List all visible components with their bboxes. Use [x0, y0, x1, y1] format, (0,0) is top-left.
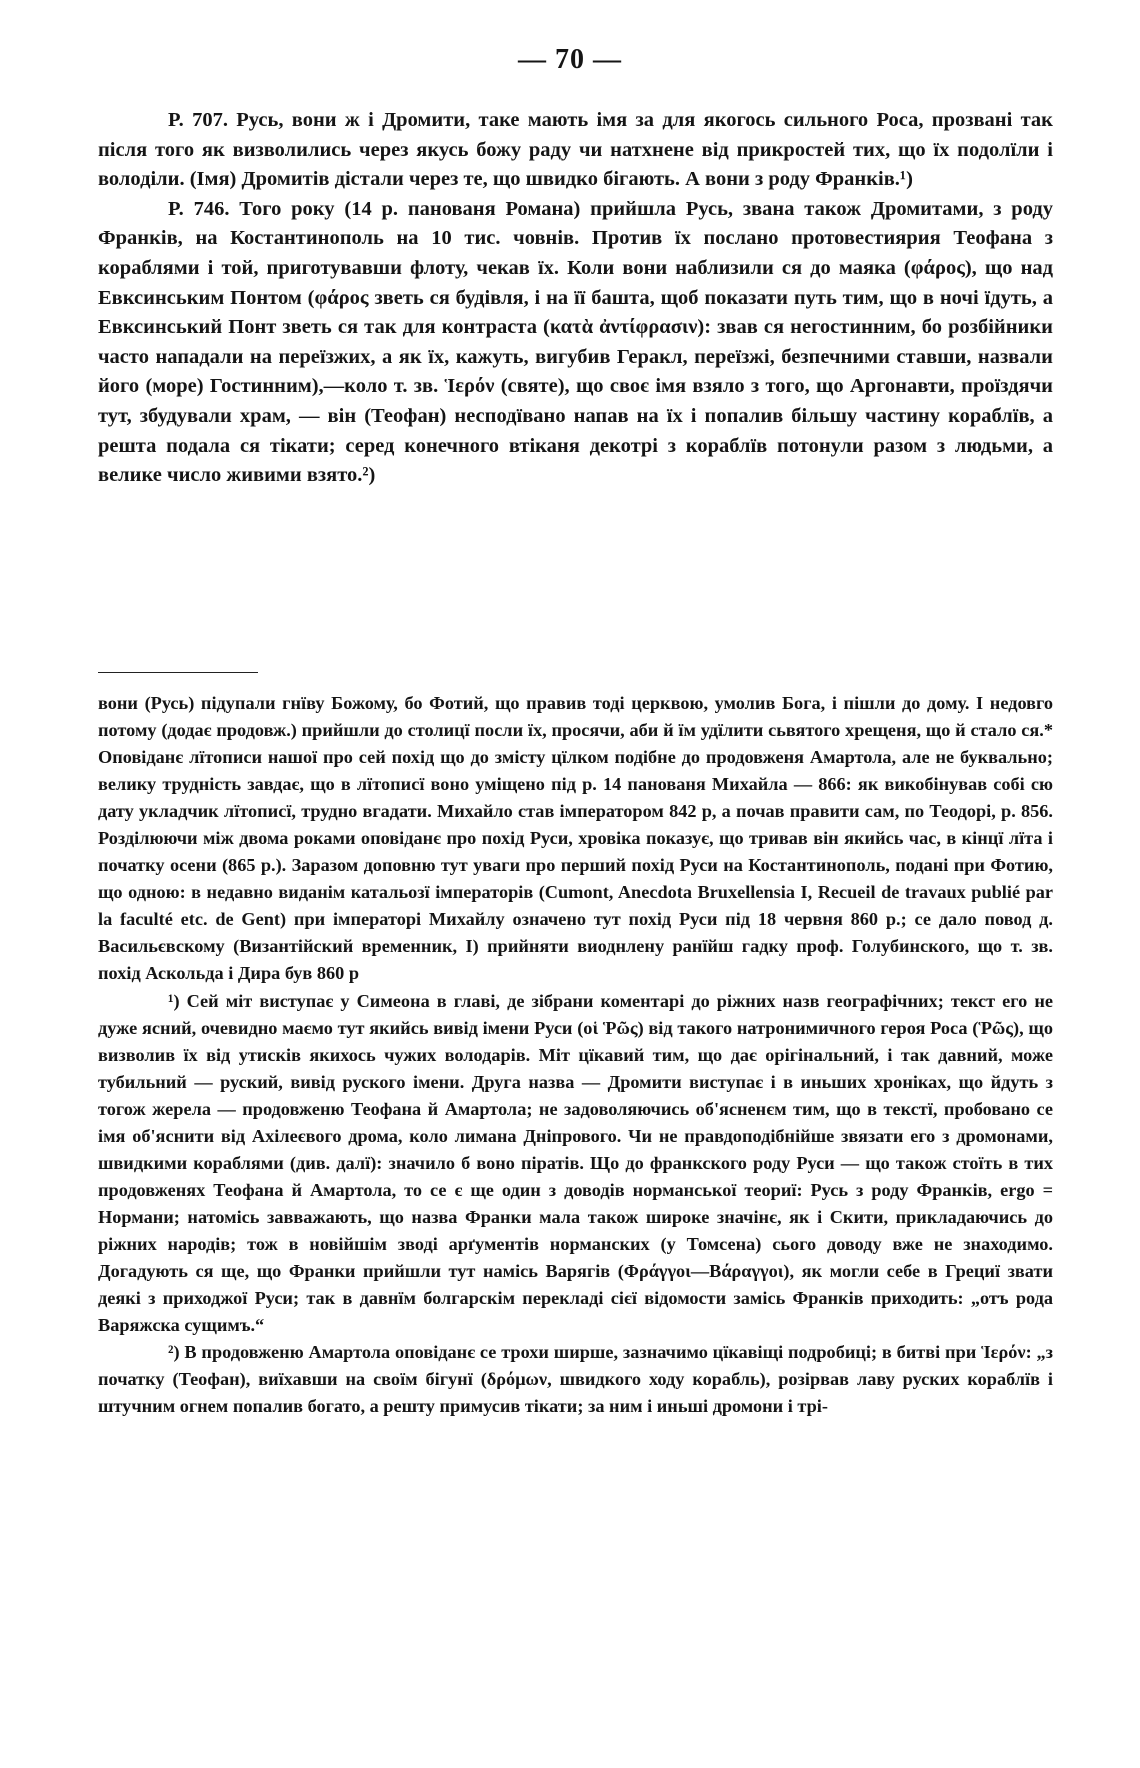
footnotes	[98, 690, 1053, 1420]
paragraph: P. 746. Того року (14 р. панованя Романа) прийшла Русь, звана також Дромитами, з роду Франків, на Костантинополь на 10 тис. човнів. Против їх послано протовестиярия Теофана з кораблями і той, приготувавши флоту, чекав їх. Коли вони наблизили ся до маяка (φάρος), що над Евксинським Понтом (φάρος зветь ся будівля, і на її башта, щоб показати путь тим, що в ночі їдуть, а Евксинський Понт зветь ся так для контраста (κατὰ ἀντίφρασιν): звав ся негостинним, бо розбійники часто нападали на переїзжих, а як їх, кажуть, вигубив Геракл, переїзжі, безпечними ставши, назвали його (море) Гостинним),—коло т. зв. Ἱερόν (святе), що своє імя взяло з того, що Аргонавти, проїздячи тут, збудували храм, — він (Теофан) несподївано напав на їх і попалив більшу частину кораблїв, а решта подала ся тікати; серед конечного втіканя декотрі з кораблїв потонули разом з людьми, а велике число живими взято.²)	[98, 197, 1053, 487]
main-text	[98, 106, 1053, 491]
paragraph: P. 707. Русь, вони ж і Дромити, таке мають імя за для якогось сильного Роса, прозвані так після того як визволились через якусь божу раду чи натхнене від прикростей тих, що їх подолїли і володіли. (Імя) Дромитів дістали через те, що швидко бігають. А вони з роду Франків.¹)	[98, 109, 1053, 191]
footnote-continuation: вони (Русь) підупали гнїву Божому, бо Фотий, що правив тоді церквою, умолив Бога, і пішли до дому. І недовго потому (додає продовж.) прийшли до столицї посли їх, просячи, аби й їм удїлити сьвятого хрещеня, що й стало ся.* Оповіданє лїтописи нашої про сей похід що до змісту цїлком подібне до продовженя Амартола, але не буквально; велику трудність завдає, що в лїтописї воно уміщено під р. 14 панованя Михайла — 866: як викобінував собі сю дату укладчик лїтописї, трудно вгадати. Михайло став імператором 842 р, а почав правити сам, по Теодорі, р. 856. Розділюючи між двома роками оповіданє про похід Руси, хровіка показує, що тривав він якийсь час, в кінцї лїта і початку осени (865 р.). Заразом доповню тут уваги про перший похід Руси на Костантинополь, подані при Фотию, що одною: в недавно виданім катальозї імператорів (Cumont, Anecdota Bruxellensia I, Recueil de travaux publié par la faculté etc. de Gent) при імператорі Михайлу означено тут похід Руси під 18 червня 860 р.; се дало повод д. Васильєвскому (Византійский временник, I) прийняти виоднлену ранїйш гадку проф. Голубинского, що т. зв. похід Аскольда і Дира був 860 р	[98, 693, 1053, 984]
footnote-1: ¹) Сей міт виступає у Симеона в главі, де зібрани коментарі до ріжних назв географічних; текст его не дуже ясний, очевидно маємо тут якийсь вивід імени Руси (οἱ Ῥῶς) від такого натронимичного героя Роса (Ῥῶς), що визволив їх від утисків якихось чужих володарів. Міт цїкавий тим, що дає орігінальний, і так давний, може тубильний — руский, вивід руского імени. Друга назва — Дромити виступає і в иньших хроніках, що йдуть з тогож жерела — продовженю Теофана й Амартола; не задоволяючись об'ясненєм тим, що в текстї, пробовано се імя об'яснити від Ахілеєвого дрома, коло лимана Дніпрового. Чи не правдоподібнійше звязати его з дромонами, швидкими кораблями (див. далї): значило б воно піратів. Що до франкского роду Руси — що також стоїть в тих продовженях Теофана й Амартола, то се є ще один з доводів норманської теориї: Русь з роду Франків, ergo = Нормани; натомісь завважають, що назва Франки мала також широке значінє, як і Скити, прикладаючись до ріжних народів; тож в новійшім зводі арґументів норманских (у Томсена) сього доводу вже не знаходимо. Догадують ся ще, що Франки прийшли тут намісь Варягів (Φράγγοι—Βάραγγοι), як могли себе в Грециї звати деякі з приходжої Руси; так в давнїм болгарскім перекладі сієї відомости замісь Франків приходить: „отъ рода Варяжска сущимъ.“	[98, 990, 1053, 1336]
page-number: — 70 —	[518, 44, 622, 75]
footnote-divider	[98, 672, 258, 673]
footnote-2: ²) В продовженю Амартола оповіданє се трохи ширше, зазначимо цїкавіщі подробиці; в битві при Ἱερόν: „з початку (Теофан), виїхавши на своїм бігунї (δρόμων, швидкого ходу корабль), розірвав лаву руских кораблїв і штучним огнем попалив богато, а решту примусив тікати; за ним і иньші дромони і трі-	[98, 1342, 1053, 1417]
